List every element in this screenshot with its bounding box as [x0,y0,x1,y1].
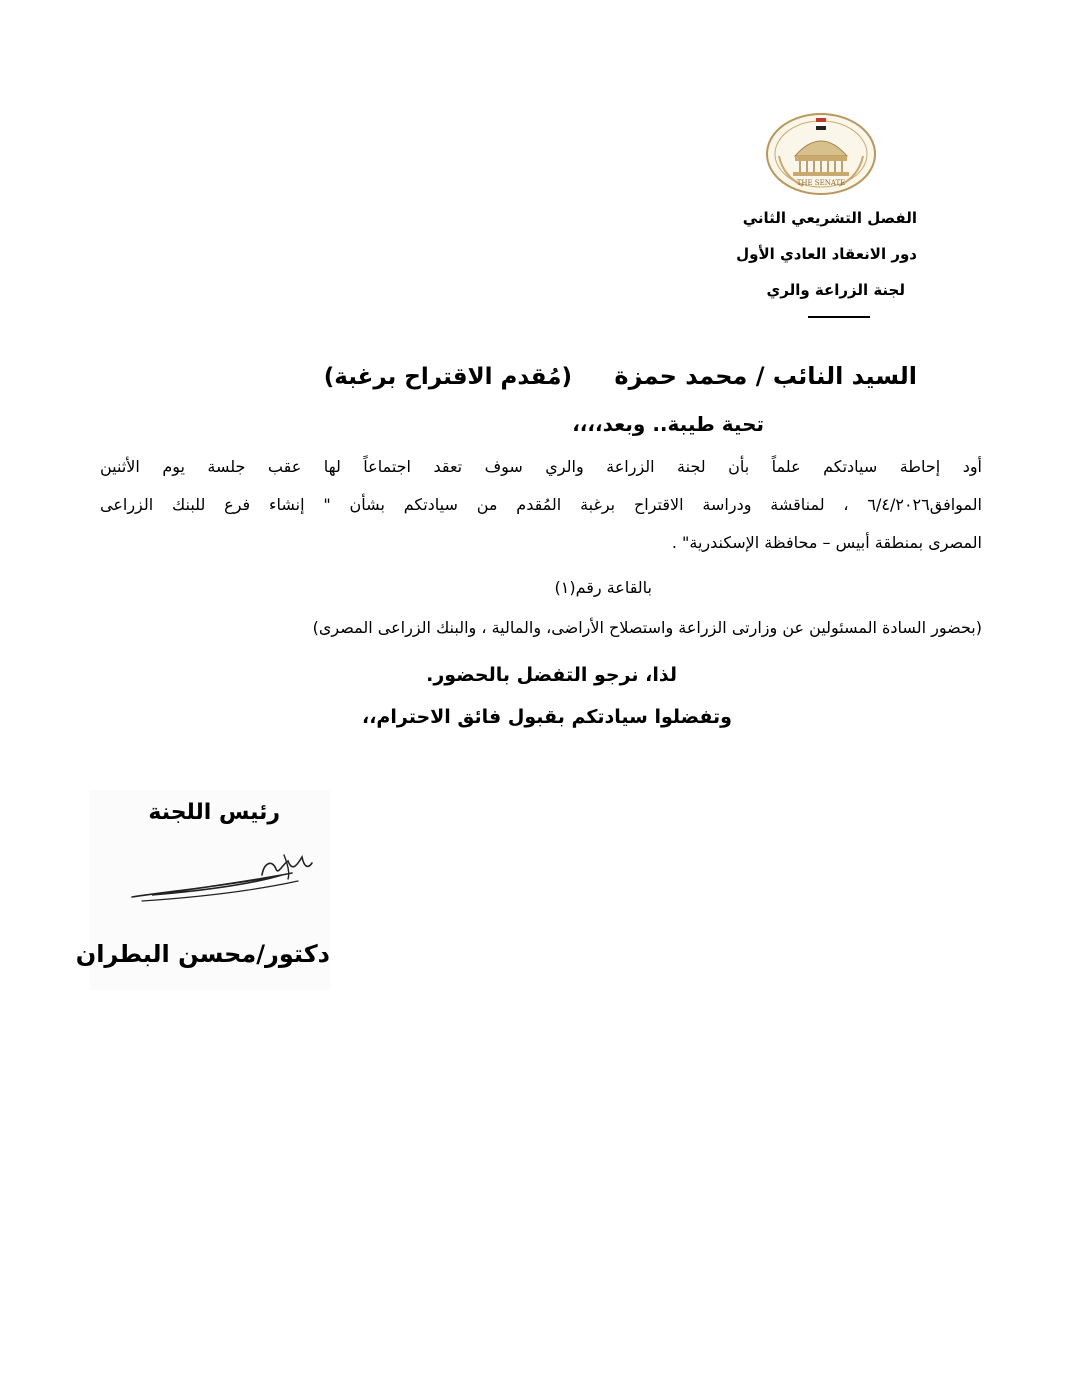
closing-salutation: وتفضلوا سيادتكم بقبول فائق الاحترام،، [362,706,732,728]
attendance-request: لذا، نرجو التفضل بالحضور. [426,664,677,686]
senate-seal-logo [765,112,877,196]
meeting-room: بالقاعة رقم(١) [554,578,652,597]
handwritten-signature [112,845,322,915]
header-block [617,200,917,308]
seal-text: THE SENATE [796,179,846,187]
header-divider [808,316,870,318]
body-line: أود إحاطة سيادتكم علماً بأن لجنة الزراعة والري سوف تعقد اجتماعاً لها عقب جلسة يوم الأثنين [100,457,982,476]
body-paragraph [100,448,982,562]
greeting: تحية طيبة.. وبعد،،،، [572,412,764,436]
header-committee: لجنة الزراعة والري [766,281,905,299]
header-session: دور الانعقاد العادي الأول [736,245,917,263]
addressee-name: السيد النائب / محمد حمزة [614,362,917,390]
addressee-role: (مُقدم الاقتراح برغبة) [323,364,572,390]
signature-title: رئيس اللجنة [148,800,280,825]
body-line: الموافق٦/٤/٢٠٢٦ ، لمناقشة ودراسة الاقتراح برغبة المُقدم من سيادتكم بشأن " إنشاء فرع للبنك الزراعى [100,495,982,514]
header-legislative-term: الفصل التشريعي الثاني [742,209,917,227]
attendance-note: (بحضور السادة المسئولين عن وزارتى الزراعة واستصلاح الأراضى، والمالية ، والبنك الزراعى المصرى) [312,618,982,637]
signatory-name: دكتور/محسن البطران [75,940,330,968]
signature-block [75,790,330,990]
addressee-line [317,362,917,402]
body-line: المصرى بمنطقة أبيس – محافظة الإسكندرية" . [671,533,982,552]
